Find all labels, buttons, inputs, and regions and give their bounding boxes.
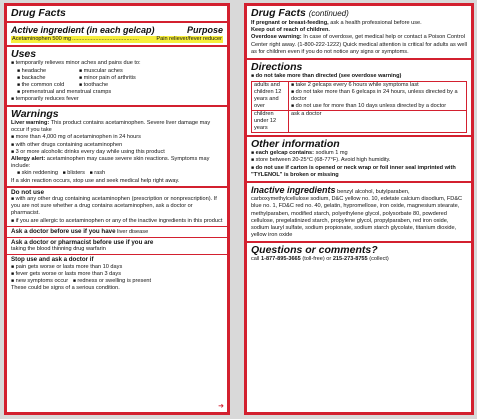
collect-label: (collect): [369, 256, 389, 263]
use-item: toothache: [83, 81, 109, 88]
liver-warning-label: Liver warning:: [11, 120, 50, 127]
dosage-item: do not take more than 6 gelcaps in 24 hours, unless directed by a doctor: [291, 89, 458, 103]
directions-top-warning: do not take more than directed (see overdose warning): [255, 73, 402, 80]
overdose-warning-text: In case of overdose, get medical help or contact a Poison Control Center right away. (1-800-222-1222) Quick medical attention is critical for adults as well as for children even if you do not notice any signs or symptoms.: [251, 34, 467, 55]
allergy-symptoms: [11, 170, 223, 177]
bullet-icon: ■: [291, 103, 295, 110]
dosage-item: do not use for more than 10 days unless directed by a doctor: [295, 103, 447, 110]
stop-item: new symptoms occur: [15, 278, 69, 285]
do-not-use-block: [7, 186, 227, 225]
ask-doctor-heading: Ask a doctor before use if you have: [11, 227, 116, 235]
bullet-icon: ■: [79, 81, 83, 88]
warnings-section: [7, 107, 227, 294]
use-item: the common cold: [21, 81, 65, 88]
dosage-item: take 2 gelcaps every 6 hours while symptoms last: [295, 82, 419, 89]
bullet-icon: ■: [11, 60, 15, 67]
bullet-icon: ■: [11, 134, 15, 141]
ask-doctor-text: liver disease: [117, 228, 149, 235]
do-not-use-item: with any other drug containing acetaminophen (prescription or nonprescription). If you are not sure whether a drug contains acetaminophen, ask a doctor or pharmacist.: [11, 196, 217, 217]
phone-collect[interactable]: 215-273-8755: [332, 256, 368, 263]
bullet-icon: ■: [89, 170, 93, 177]
stop-item: pain gets worse or lasts more than 10 days: [15, 263, 123, 270]
ask-doctor-block: [7, 226, 227, 236]
continued-label: (continued): [308, 9, 349, 18]
bullet-icon: ■: [11, 141, 15, 148]
stop-use-heading: Stop use and ask a doctor if: [11, 256, 94, 264]
toll-free-label: (toll-free) or: [302, 256, 332, 263]
dosage-cell: [289, 82, 467, 111]
pregnancy-text: ask a health professional before use.: [330, 20, 422, 26]
bullet-icon: ■: [72, 278, 76, 285]
phone-toll-free[interactable]: 1-877-895-3665: [260, 256, 301, 263]
inactive-ingredients-section: [247, 183, 471, 243]
dosage-cell: ask a doctor: [289, 111, 467, 133]
uses-grid: [11, 68, 223, 89]
contact-line: [251, 256, 467, 263]
purpose-heading: Purpose: [186, 25, 223, 35]
use-item: premenstrual and menstrual cramps: [21, 88, 112, 95]
drug-facts-panel-left: [4, 3, 230, 415]
storage-text: store between 20-25°C (68-77°F). Avoid high humidity.: [255, 157, 391, 164]
symptom-item: rash: [94, 170, 106, 177]
liver-item: more than 4,000 mg of acetaminophen in 24 hours: [15, 134, 141, 141]
bullet-icon: ■: [17, 170, 21, 177]
bullet-icon: ■: [17, 67, 21, 74]
bullet-icon: ■: [251, 150, 255, 157]
use-item: minor pain of arthritis: [83, 74, 136, 81]
table-row: [252, 111, 467, 133]
bullet-icon: ■: [11, 95, 15, 102]
bullet-icon: ■: [251, 164, 255, 171]
symptom-item: skin reddening: [21, 170, 58, 177]
inactive-ingredients-text: benzyl alcohol, butylparaben, carboxymethylcellulose sodium, D&C yellow no. 10, edetate calcium disodium, FD&C blue no. 1, FD&C red no. 40, gelatin, hypromellose, iron oxide, magnesium stearate, methylparaben, modified starch, polyethylene glycol, polysorbate 80, powdered cellulose, pregelatinized starch, propylene glycol, propylparaben, red iron oxide, sodium lauryl sulfate, sodium propionate, sodium starch glycolate, titanium dioxide, yellow iron oxide: [251, 189, 463, 239]
use-item: headache: [21, 67, 47, 74]
bullet-icon: ■: [11, 148, 15, 155]
overdose-warning-label: Overdose warning:: [251, 34, 302, 41]
stop-item: fever gets worse or lasts more than 3 days: [15, 270, 121, 277]
bullet-icon: ■: [79, 67, 83, 74]
stop-use-block: [7, 254, 227, 292]
drug-facts-panel-right: [244, 3, 474, 415]
symptom-item: blisters: [67, 170, 85, 177]
questions-heading: Questions or comments?: [251, 244, 378, 257]
pregnancy-label: If pregnant or breast-feeding,: [251, 20, 329, 26]
drug-facts-title: [7, 6, 227, 23]
bullet-icon: ■: [17, 74, 21, 81]
bullet-icon: ■: [251, 73, 255, 80]
continue-arrow-icon: ➜: [218, 403, 224, 410]
uses-intro: temporarily relieves minor aches and pains due to:: [15, 60, 141, 67]
each-gelcap-text: sodium 1 mg: [315, 150, 348, 157]
active-ingredient-section: [7, 23, 227, 47]
use-item: temporarily reduces fever: [15, 95, 79, 102]
liver-item: with other drugs containing acetaminophen: [15, 141, 123, 148]
bullet-icon: ■: [11, 217, 15, 224]
directions-section: [247, 60, 471, 137]
bullet-icon: ■: [251, 157, 255, 164]
inactive-ingredients-heading: Inactive ingredients: [251, 185, 336, 196]
other-information-heading: Other information: [251, 138, 340, 151]
drug-facts-continued-section: [247, 6, 471, 60]
ask-pharmacist-heading: Ask a doctor or pharmacist before use if you are: [11, 239, 154, 247]
bullet-icon: ■: [17, 88, 21, 95]
stop-item: redness or swelling is present: [77, 278, 152, 285]
questions-section: [247, 243, 471, 265]
bullet-icon: ■: [79, 74, 83, 81]
seal-warning: do not use if carton is opened or neck wrap or foil inner seal imprinted with "TYLENOL" is broken or missing: [251, 164, 456, 178]
use-item: muscular aches: [83, 67, 123, 74]
leader-dots: ...........................................: [72, 36, 139, 42]
table-row: [252, 82, 467, 111]
ingredient-purpose: Pain reliever/fever reducer: [156, 36, 222, 42]
liver-item: 3 or more alcoholic drinks every day while using this product: [15, 148, 165, 155]
ask-pharmacist-text: taking the blood thinning drug warfarin: [11, 246, 106, 253]
bullet-icon: ■: [11, 270, 15, 277]
other-information-section: [247, 137, 471, 183]
active-ingredient-row: [11, 36, 223, 43]
allergy-alert-label: Allergy alert:: [11, 156, 46, 163]
uses-heading: Uses: [11, 48, 37, 61]
directions-heading: Directions: [251, 61, 303, 74]
bullet-icon: ■: [11, 263, 15, 270]
liver-warning-text: This product contains acetaminophen. Severe liver damage may occur if you take: [11, 120, 211, 134]
bullet-icon: ■: [62, 170, 66, 177]
directions-table: [251, 81, 467, 133]
bullet-icon: ■: [291, 89, 295, 96]
age-group-cell: adults and children 12 years and over: [252, 82, 289, 111]
panel-title: Drug Facts: [251, 7, 306, 19]
bullet-icon: ■: [11, 278, 15, 285]
age-group-cell: children under 12 years: [252, 111, 289, 133]
bullet-icon: ■: [291, 82, 295, 89]
do-not-use-item: if you are allergic to acetaminophen or any of the inactive ingredients in this product: [15, 217, 223, 224]
do-not-use-heading: Do not use: [11, 188, 45, 196]
each-gelcap-label: each gelcap contains:: [255, 150, 315, 157]
allergy-stop-text: If a skin reaction occurs, stop use and seek medical help right away.: [11, 177, 180, 184]
bullet-icon: ■: [11, 196, 15, 203]
ingredient-name: Acetaminophen 500 mg: [12, 36, 72, 42]
bullet-icon: ■: [17, 81, 21, 88]
stop-note: These could be signs of a serious condition.: [11, 285, 120, 292]
uses-section: [7, 47, 227, 107]
panel-title: Drug Facts: [11, 7, 66, 19]
warnings-heading: Warnings: [11, 108, 59, 121]
active-ingredient-heading: Active ingredient (in each gelcap): [11, 25, 155, 35]
allergy-alert-text: acetaminophen may cause severe skin reactions. Symptoms may include:: [11, 156, 210, 170]
keep-out-of-reach: Keep out of reach of children.: [251, 27, 330, 34]
ask-pharmacist-block: [7, 237, 227, 253]
use-item: backache: [21, 74, 46, 81]
call-label: call: [251, 256, 260, 263]
